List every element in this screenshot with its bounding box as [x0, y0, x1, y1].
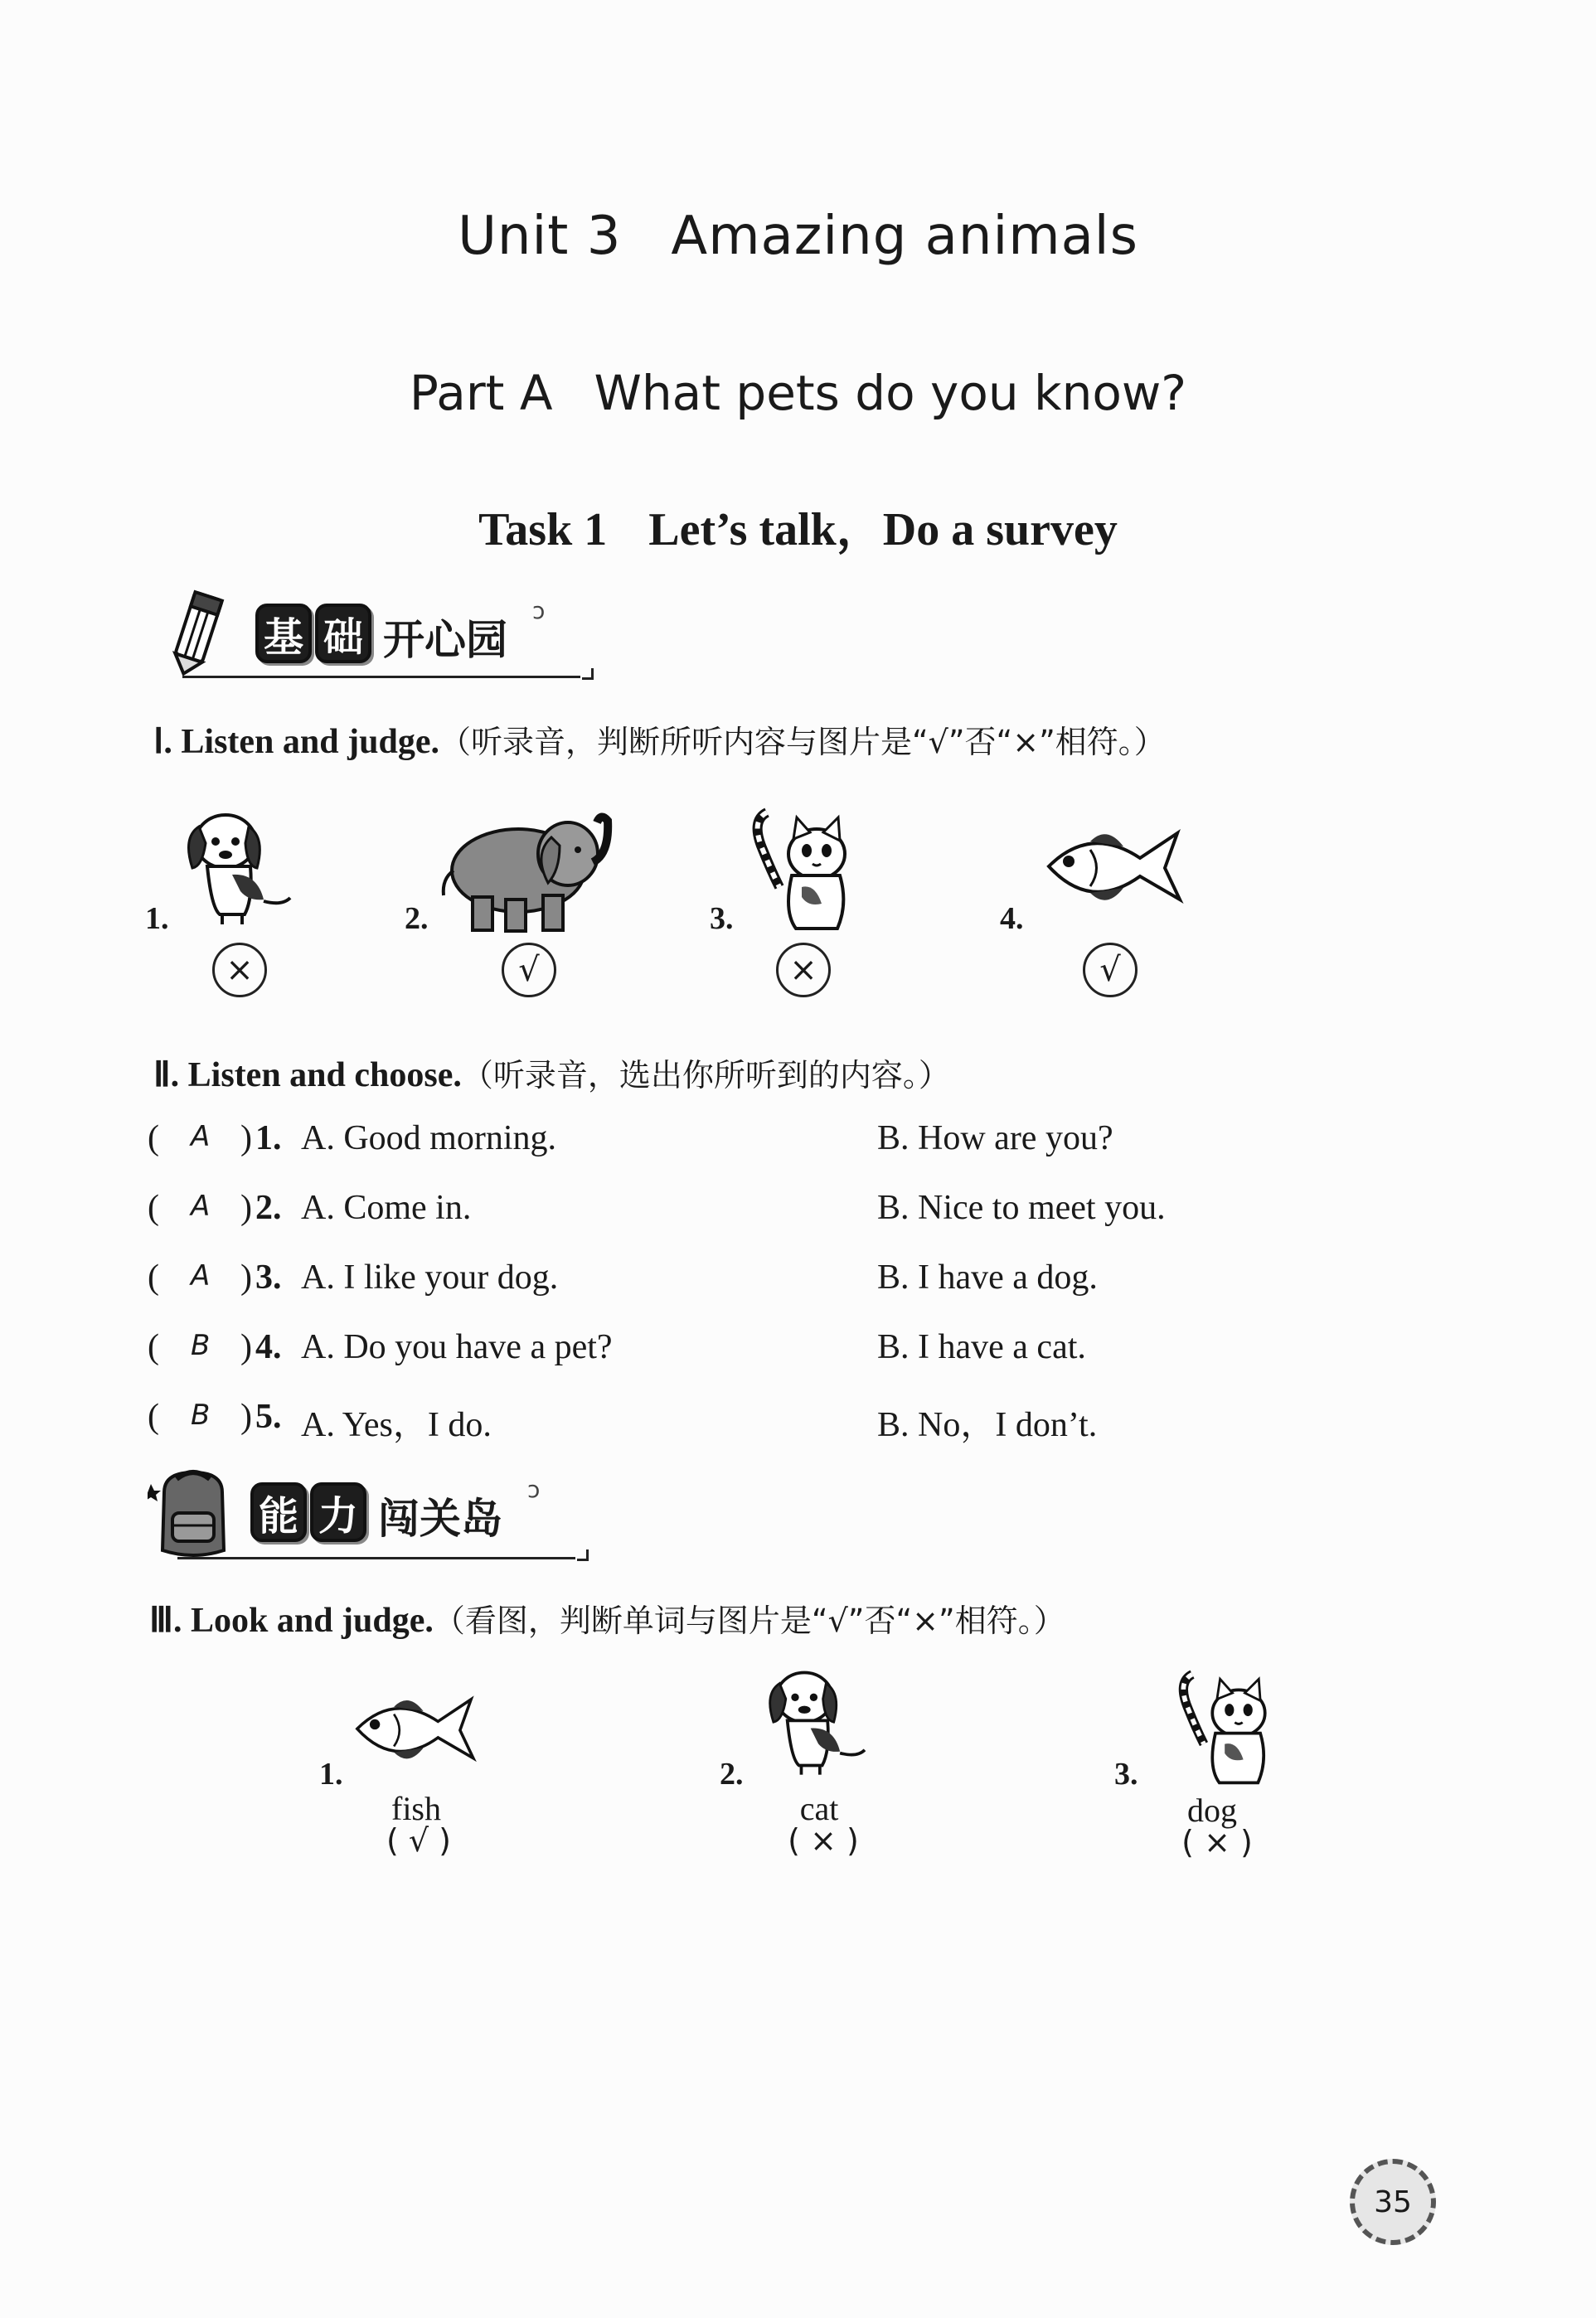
paren-close: ) — [240, 1398, 252, 1436]
option-a: A. Yes，I do. — [301, 1406, 492, 1444]
elephant-picture — [435, 804, 626, 937]
paren-close: ) — [240, 1119, 252, 1157]
paren-open: ( — [148, 1119, 159, 1157]
banner-basic — [158, 589, 605, 680]
answer-circle[interactable]: × — [212, 943, 267, 997]
question-number: 5. — [255, 1398, 282, 1436]
answer-letter[interactable]: B — [191, 1329, 211, 1362]
badge-basic — [255, 604, 371, 663]
option-a: A. Good morning. — [301, 1119, 556, 1157]
section-1-number: Ⅰ. — [153, 723, 172, 761]
pencil-icon — [158, 589, 240, 680]
fish-picture — [1041, 817, 1186, 920]
section-1-instruction-zh: （听录音，判断所听内容与图片是“√”否“×”相符。） — [439, 724, 1166, 760]
section-1-heading — [153, 716, 1166, 762]
question-number: 2. — [255, 1189, 282, 1227]
unit-name: Amazing animals — [671, 206, 1138, 267]
item-number: 2. — [405, 901, 429, 936]
section-3-instruction-en: Look and judge. — [190, 1602, 434, 1640]
answer-letter[interactable]: A — [191, 1259, 211, 1292]
paren-close: ) — [240, 1328, 252, 1366]
section-3-heading — [149, 1595, 1065, 1641]
answer-circle[interactable]: √ — [502, 943, 556, 997]
section-3-number: Ⅲ. — [149, 1602, 182, 1640]
dog-picture — [756, 1666, 880, 1782]
section-2-instruction-zh: （听录音，选出你所听到的内容。） — [461, 1057, 950, 1094]
section-2-heading — [153, 1050, 950, 1095]
dog-picture — [174, 808, 307, 933]
fish-picture — [350, 1683, 478, 1778]
unit-title — [0, 206, 1596, 267]
word-label: cat — [799, 1790, 839, 1827]
part-label: Part A — [409, 365, 553, 421]
paren-open: ( — [148, 1258, 159, 1297]
banner-ability — [148, 1467, 604, 1559]
corner-mark-icon — [582, 668, 594, 680]
paren-close: ) — [240, 1189, 252, 1227]
question-row — [148, 1188, 1474, 1238]
question-row — [148, 1258, 1474, 1307]
question-number: 1. — [255, 1119, 282, 1157]
section-3-instruction-zh: （看图，判断单词与图片是“√”否“×”相符。） — [433, 1603, 1065, 1639]
item-number: 1. — [145, 901, 169, 936]
swirl-icon: ↄ — [527, 1476, 541, 1503]
answer-circle[interactable]: √ — [1083, 943, 1138, 997]
paren-open: ( — [148, 1328, 159, 1366]
task-title — [0, 492, 1596, 559]
answer-mark[interactable]: ( × ) — [788, 1822, 859, 1859]
answer-circle[interactable]: × — [776, 943, 831, 997]
item-number: 3. — [1114, 1757, 1138, 1792]
answer-mark[interactable]: ( √ ) — [386, 1822, 452, 1859]
option-b: B. I have a dog. — [877, 1258, 1098, 1297]
corner-mark-icon — [577, 1549, 589, 1561]
banner-ability-text: 闯关岛 — [378, 1495, 502, 1543]
answer-letter[interactable]: B — [191, 1399, 211, 1432]
section-2-instruction-en: Listen and choose. — [187, 1056, 462, 1094]
option-a: A. I like your dog. — [301, 1258, 559, 1297]
item-number: 2. — [720, 1757, 744, 1792]
answer-letter[interactable]: A — [191, 1120, 211, 1153]
page-number: 35 — [1350, 2159, 1436, 2245]
word-label: dog — [1187, 1792, 1237, 1829]
option-b: B. No，I don’t. — [877, 1406, 1098, 1444]
question-row — [148, 1327, 1474, 1377]
option-b: B. How are you? — [877, 1119, 1113, 1157]
answer-letter[interactable]: A — [191, 1190, 211, 1223]
swirl-icon: ↄ — [532, 597, 546, 624]
option-a: A. Do you have a pet? — [301, 1328, 613, 1366]
badge-ability — [250, 1482, 366, 1542]
part-name: What pets do you know? — [594, 365, 1187, 421]
banner-underline — [182, 676, 580, 678]
task-name: Let’s talk，Do a survey — [648, 504, 1118, 555]
paren-open: ( — [148, 1189, 159, 1227]
option-a: A. Come in. — [301, 1189, 472, 1227]
banner-basic-text: 开心园 — [383, 616, 507, 664]
item-number: 1. — [319, 1757, 343, 1792]
backpack-icon — [148, 1467, 239, 1563]
section-2-number: Ⅱ. — [153, 1056, 180, 1094]
question-number: 3. — [255, 1258, 282, 1297]
question-number: 4. — [255, 1328, 282, 1366]
section-1-instruction-en: Listen and judge. — [181, 723, 439, 761]
question-row — [148, 1397, 1474, 1447]
paren-open: ( — [148, 1398, 159, 1436]
badge-char: 力 — [310, 1482, 366, 1542]
option-b: B. I have a cat. — [877, 1328, 1086, 1366]
answer-mark[interactable]: ( × ) — [1181, 1824, 1253, 1860]
unit-label: Unit 3 — [458, 206, 622, 267]
badge-char: 能 — [250, 1482, 307, 1542]
item-number: 3. — [710, 901, 734, 936]
part-title — [0, 365, 1596, 421]
question-row — [148, 1118, 1474, 1168]
item-number: 4. — [1000, 901, 1024, 936]
cat-picture — [742, 804, 866, 937]
paren-close: ) — [240, 1258, 252, 1297]
badge-char: 基 — [255, 604, 312, 663]
word-label: fish — [391, 1790, 441, 1827]
task-label: Task 1 — [478, 504, 608, 555]
cat-picture — [1169, 1666, 1285, 1791]
banner-underline — [177, 1557, 575, 1559]
option-b: B. Nice to meet you. — [877, 1189, 1166, 1227]
badge-char: 础 — [315, 604, 371, 663]
